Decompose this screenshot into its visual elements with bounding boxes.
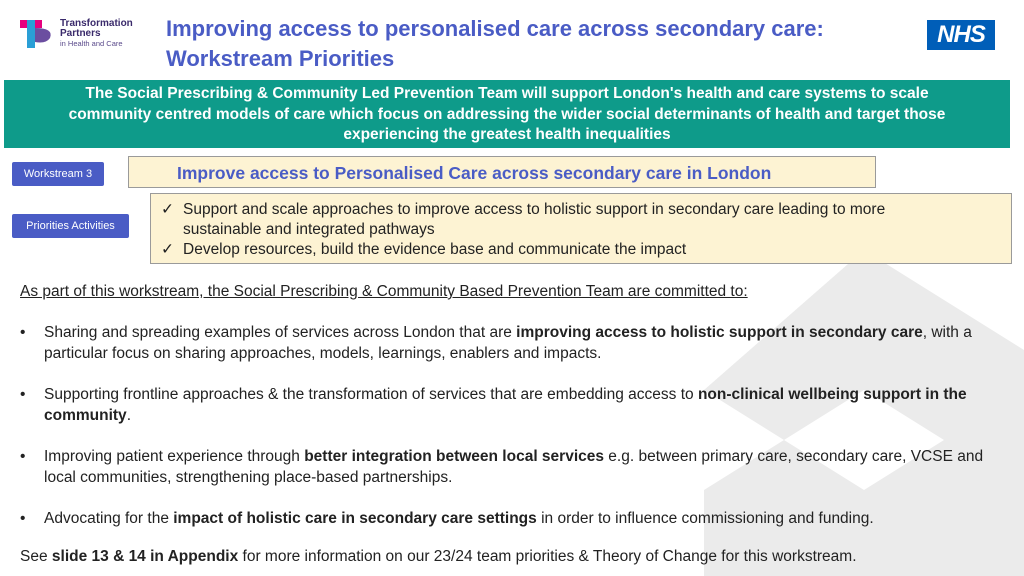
priority-text: Develop resources, build the evidence base and communicate the impact bbox=[183, 241, 687, 258]
tp-logo bbox=[20, 18, 150, 52]
priorities-label: Priorities Activities bbox=[12, 214, 129, 238]
logo-line1: Transformation bbox=[60, 18, 133, 29]
logo-line2: Partners bbox=[60, 28, 101, 39]
workstream-title: Improve access to Personalised Care across secondary care in London bbox=[128, 156, 876, 188]
check-icon: ✓ bbox=[161, 201, 174, 218]
commitments-list bbox=[20, 322, 1010, 549]
tp-logo-mark-icon bbox=[20, 18, 54, 50]
logo-line3: in Health and Care bbox=[60, 39, 123, 48]
bullet-icon: • bbox=[20, 386, 26, 403]
priority-text: Support and scale approaches to improve access to holistic support in secondary care leading to more bbox=[183, 201, 886, 218]
page-title-line2: Workstream Priorities bbox=[166, 46, 395, 71]
list-item: • Sharing and spreading examples of services across London that are improving access to holistic support in secondary care, with a particular focus on sharing approaches, models, learnings, enablers and impacts. bbox=[20, 324, 972, 362]
priority-item bbox=[159, 200, 1003, 240]
page-title bbox=[166, 14, 824, 74]
bullet-icon: • bbox=[20, 324, 26, 341]
priority-item bbox=[159, 240, 1003, 260]
mission-banner bbox=[4, 80, 1010, 148]
bullet-icon: • bbox=[20, 448, 26, 465]
list-item: • Improving patient experience through better integration between local services e.g. between primary care, secondary care, VCSE and local communities, strengthening place-based partnerships. bbox=[20, 448, 984, 486]
check-icon: ✓ bbox=[161, 241, 174, 258]
banner-line3: experiencing the greatest health inequalities bbox=[343, 126, 671, 143]
bullet-icon: • bbox=[20, 510, 26, 527]
priorities-box bbox=[150, 193, 1012, 264]
list-item: • Supporting frontline approaches & the transformation of services that are embedding access to non-clinical wellbeing support in the community. bbox=[20, 386, 967, 424]
priority-text: sustainable and integrated pathways bbox=[183, 221, 435, 238]
page-title-line1: Improving access to personalised care across secondary care: bbox=[166, 16, 824, 41]
banner-line1: The Social Prescribing & Community Led Prevention Team will support London's health and care systems to scale bbox=[85, 85, 929, 102]
nhs-logo: NHS bbox=[927, 20, 995, 50]
intro-text: As part of this workstream, the Social Prescribing & Community Based Prevention Team are committed to: bbox=[20, 283, 748, 300]
banner-line2: community centred models of care which focus on addressing the wider social determinants of health and target those bbox=[68, 105, 946, 123]
list-item: • Advocating for the impact of holistic care in secondary care settings in order to influence commissioning and funding. bbox=[20, 510, 874, 527]
appendix-note: See slide 13 & 14 in Appendix for more information on our 23/24 team priorities & Theory of Change for this workstream. bbox=[20, 548, 857, 565]
workstream-label: Workstream 3 bbox=[12, 162, 104, 186]
